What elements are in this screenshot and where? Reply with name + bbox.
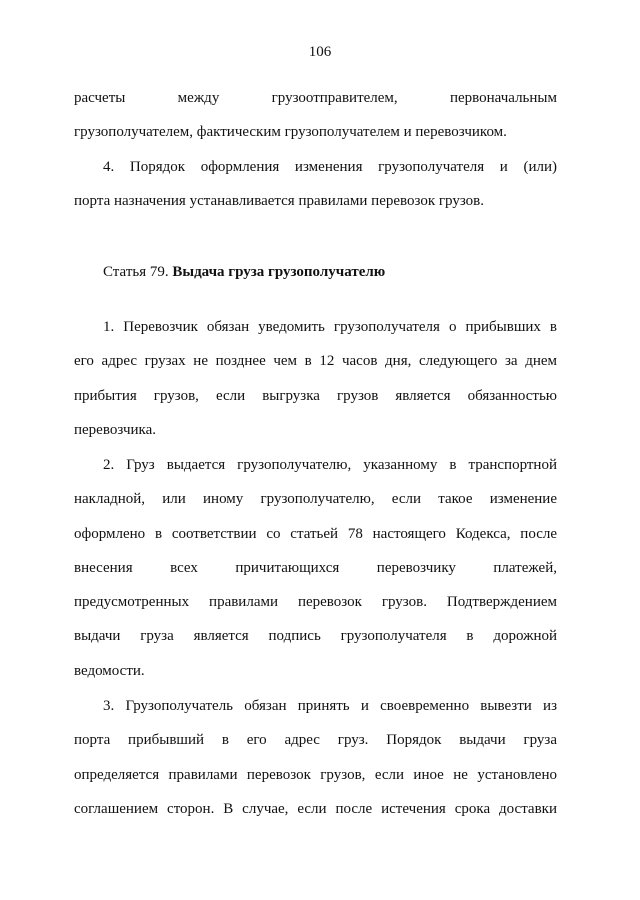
- text-line: оформлено в соответствии со статьей 78 настоящего Кодекса, после: [74, 525, 557, 542]
- text-line: соглашением сторон. В случае, если после истечения срока доставки: [74, 800, 557, 817]
- text-line: предусмотренных правилами перевозок грузов. Подтверждением: [74, 594, 557, 611]
- text-line: внесения всех причитающихся перевозчику платежей,: [74, 559, 557, 576]
- text-line: расчеты между грузоотправителем, первоначальным: [74, 90, 557, 106]
- text-line: определяется правилами перевозок грузов, если иное не установлено: [74, 766, 557, 783]
- text-line: порта назначения устанавливается правилами перевозок грузов.: [74, 192, 484, 209]
- paragraph-1: [74, 317, 557, 454]
- paragraph-continuation: [74, 88, 557, 225]
- text-line: 4. Порядок оформления изменения грузополучателя и (или): [103, 158, 557, 175]
- paragraph-2: [74, 455, 557, 695]
- text-line: его адрес грузах не позднее чем в 12 часов дня, следующего за днем: [74, 353, 557, 370]
- text-line: прибытия грузов, если выгрузка грузов является обязанностью: [74, 387, 557, 404]
- text-line: накладной, или иному грузополучателю, если такое изменение: [74, 491, 557, 508]
- text-line: ведомости.: [74, 662, 145, 679]
- text-line: выдачи груза является подпись грузополучателя в дорожной: [74, 628, 557, 645]
- text-line: 3. Грузополучатель обязан принять и своевременно вывезти из: [103, 698, 557, 714]
- text-line: порта прибывший в его адрес груз. Порядок выдачи груза: [74, 732, 557, 749]
- article-heading: [74, 262, 557, 282]
- paragraph-3: [74, 696, 557, 833]
- article-title: Выдача груза грузополучателю: [172, 264, 386, 280]
- article-number: Статья 79.: [103, 264, 169, 280]
- text-line: 2. Груз выдается грузополучателю, указанному в транспортной: [103, 457, 557, 473]
- page-number: 106: [308, 44, 332, 60]
- text-line: 1. Перевозчик обязан уведомить грузополучателя о прибывших в: [103, 319, 557, 335]
- text-line: грузополучателем, фактическим грузополучателем и перевозчиком.: [74, 124, 507, 141]
- text-line: перевозчика.: [74, 421, 156, 438]
